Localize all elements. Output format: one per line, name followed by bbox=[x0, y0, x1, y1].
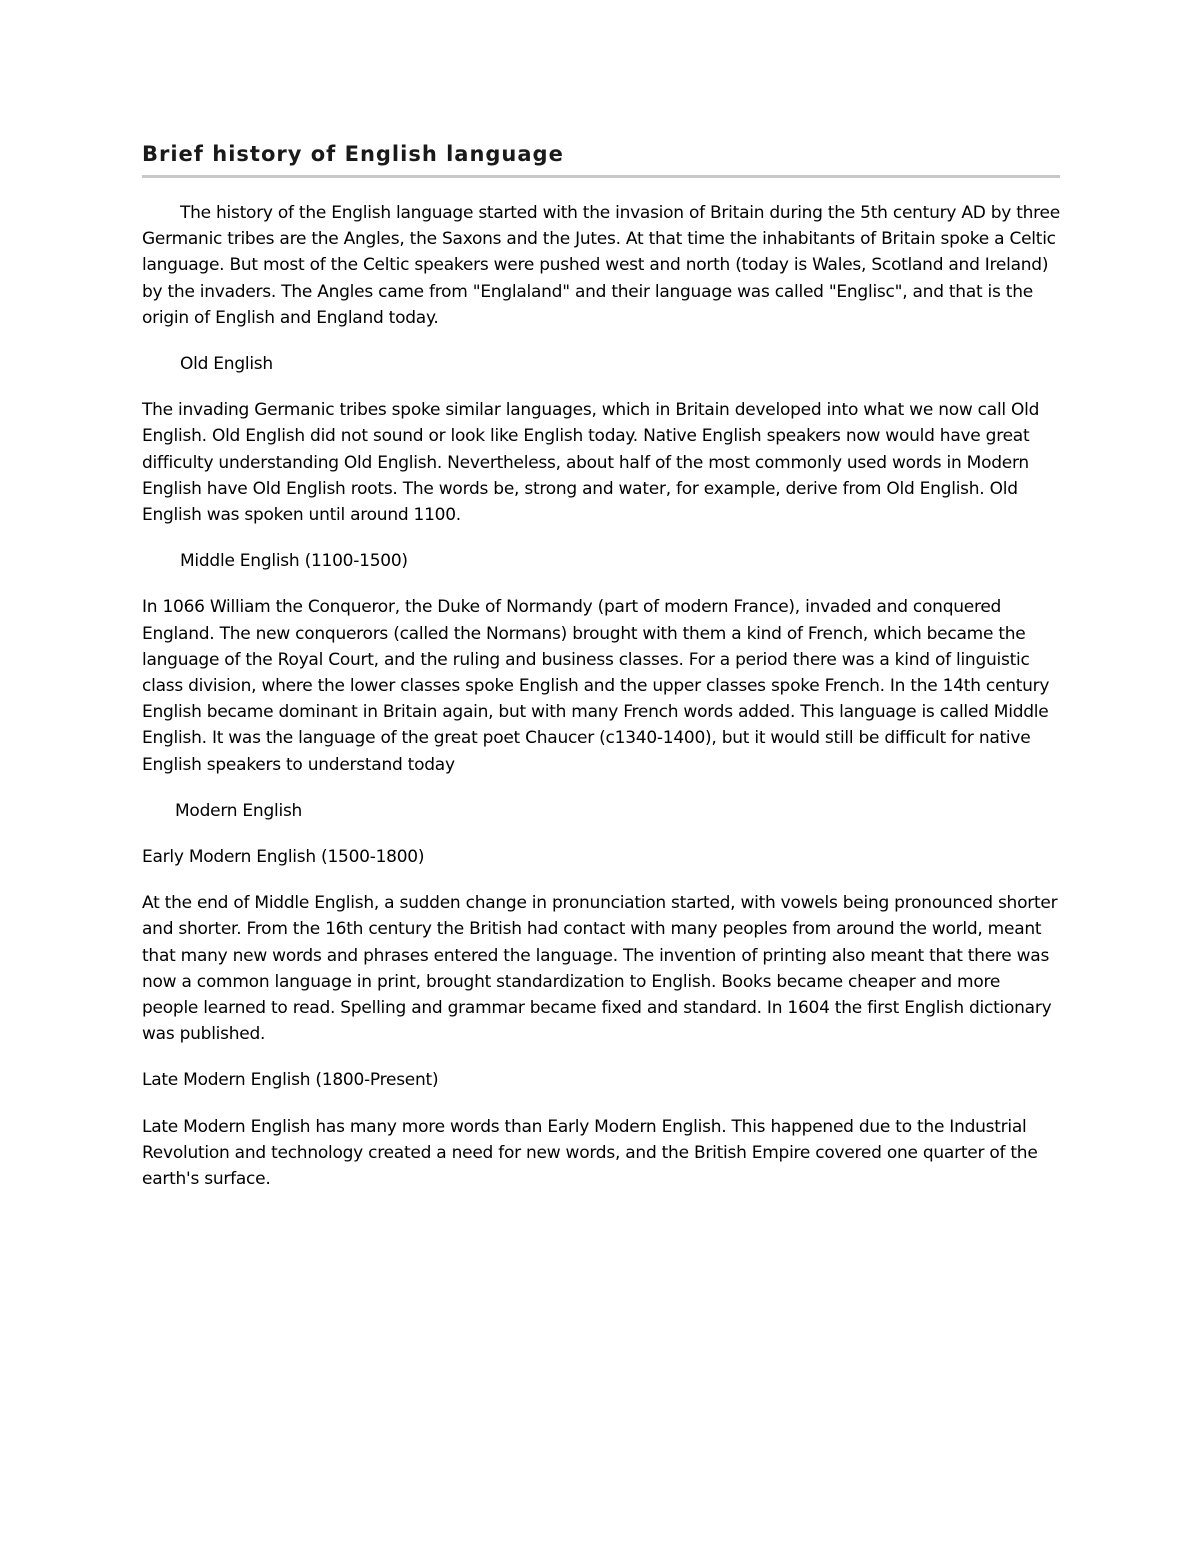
middle-english-paragraph: In 1066 William the Conqueror, the Duke of Normandy (part of modern France), invaded and conquered England. The new conquerors (called the Normans) brought with them a kind of French, which became the language of the Royal Court, and the ruling and business classes. For a period there was a kind of linguistic class division, where the lower classes spoke English and the upper classes spoke French. In the 14th century English became dominant in Britain again, but with many French words added. This language is called Middle English. It was the language of the great poet Chaucer (c1340-1400), but it would still be difficult for native English speakers to understand today bbox=[142, 597, 1050, 775]
heading-modern-english: Modern English bbox=[175, 800, 303, 821]
early-modern-english-paragraph: At the end of Middle English, a sudden change in pronunciation started, with vowels being pronounced shorter and shorter. From the 16th century the British had contact with many peoples from around the world, meant that many new words and phrases entered the language. The invention of printing also meant that there was now a common language in print, brought standardization to English. Books became cheaper and more people learned to read. Spelling and grammar became fixed and standard. In 1604 the first English dictionary was published. bbox=[142, 893, 1058, 1045]
heading-early-modern-english: Early Modern English (1500-1800) bbox=[142, 847, 425, 868]
old-english-paragraph: The invading Germanic tribes spoke similar languages, which in Britain developed into what we now call Old English. Old English did not sound or look like English today. Native English speakers now would have great difficulty understanding Old English. Nevertheless, about half of the most commonly used words in Modern English have Old English roots. The words be, strong and water, for example, derive from Old English. Old English was spoken until around 1100. bbox=[142, 400, 1040, 526]
heading-late-modern-english: Late Modern English (1800-Present) bbox=[142, 1070, 439, 1091]
heading-middle-english: Middle English (1100-1500) bbox=[180, 551, 408, 572]
intro-paragraph: The history of the English language started with the invasion of Britain during the 5th century AD by three Germanic tribes are the Angles, the Saxons and the Jutes. At that time the inhabitants of Britain spoke a Celtic language. But most of the Celtic speakers were pushed west and north (today is Wales, Scotland and Ireland) by the invaders. The Angles came from "Englaland" and their language was called "Englisc", and that is the origin of English and England today. bbox=[142, 203, 1060, 328]
heading-old-english: Old English bbox=[180, 354, 273, 375]
document-title: Brief history of English language bbox=[142, 140, 1060, 178]
late-modern-english-paragraph: Late Modern English has many more words than Early Modern English. This happened due to the Industrial Revolution and technology created a need for new words, and the British Empire covered one quarter of the earth's surface. bbox=[142, 1116, 1038, 1190]
document-page bbox=[142, 140, 1060, 1192]
